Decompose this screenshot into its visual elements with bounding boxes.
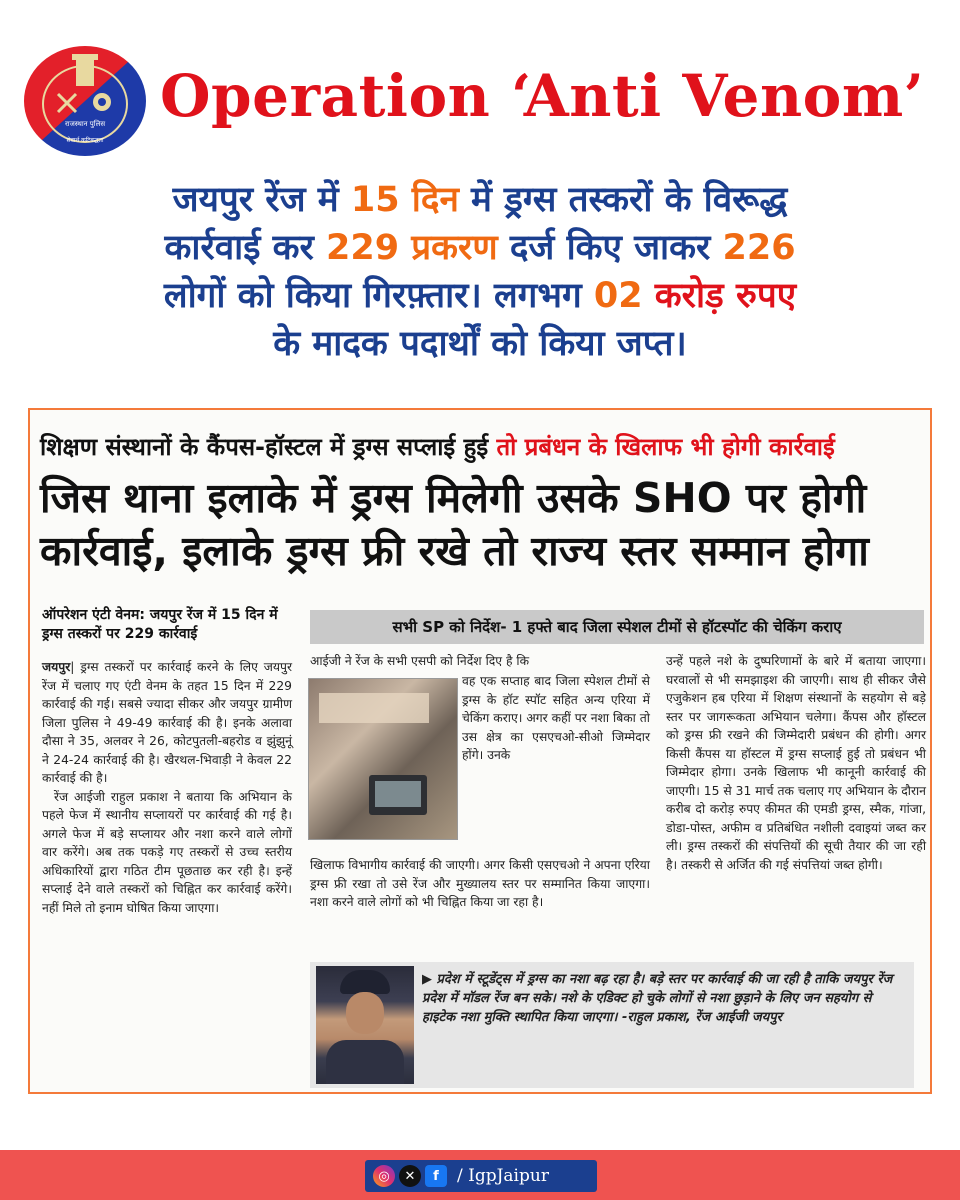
- page-title: Operation ‘Anti Venom’: [160, 62, 925, 130]
- clipping-headline: जिस थाना इलाके में ड्रग्स मिलेगी उसके SHO पर होगी कार्रवाई, इलाके ड्रग्स फ्री रखे तो राज्य स्तर सम्मान होगा: [40, 474, 869, 575]
- social-handle[interactable]: / IgpJaipur: [457, 1166, 549, 1186]
- instagram-icon[interactable]: ◎: [373, 1165, 395, 1187]
- social-handle-badge[interactable]: [365, 1160, 597, 1192]
- article-column-2-side: वह एक सप्ताह बाद जिला स्पेशल टीमों से ड्रग्स के हॉट स्पॉट सहित अन्य एरिया में चेकिंग कराए। अगर कहीं पर नशा बिका तो उस क्षेत्र का एसएचओ-सीओ जिम्मेदार होंगे। उनके: [462, 674, 650, 762]
- facebook-icon[interactable]: f: [425, 1165, 447, 1187]
- article-column-2-bottom: खिलाफ विभागीय कार्रवाई की जाएगी। अगर किसी एसएचओ ने अपना एरिया ड्रग्स फ्री रखा तो उसे रेंज और मुख्यालय स्तर पर सम्मानित किया जाएगा। नशा करने वाले लोगों को भी चिह्नित किया जा रहा है।: [310, 858, 650, 909]
- ig-quote: ▶ प्रदेश में स्टूडेंट्स में ड्रग्स का नशा बढ़ रहा है। बड़े स्तर पर कार्रवाई की जा रही है ताकि जयपुर रेंज प्रदेश में मॉडल रेंज बन सके। नशे के एडिक्ट हो चुके लोगों से नशा छुड़ाने के लिए जन सहयोग से हाइटेक नशा मुक्ति स्थापित किया जाएगा। -राहुल प्रकाश, रेंज आईजी जयपुर: [422, 972, 893, 1025]
- highlight-cases: 229 प्रकरण: [325, 228, 498, 268]
- ig-portrait-photo: [316, 966, 414, 1084]
- quote-box: [310, 962, 914, 1088]
- dateline: जयपुर: [42, 660, 71, 674]
- clipping-subheading-left: ऑपरेशन एंटी वेनम: जयपुर रेंज में 15 दिन में ड्रग्स तस्करों पर 229 कार्रवाई: [42, 607, 278, 642]
- summary-line-3: लोगों को किया गिरफ़्तार। लगभग 02 करोड़ रुपए: [163, 276, 797, 316]
- clipping-subheading-right: सभी SP को निर्देश- 1 हफ्ते बाद जिला स्पेशल टीमों से हॉटस्पॉट की चेकिंग कराए: [310, 610, 924, 644]
- clipping-kicker: शिक्षण संस्थानों के कैंपस-हॉस्टल में ड्रग्स सप्लाई हुई तो प्रबंधन के खिलाफ भी होगी कार्रवाई: [40, 433, 835, 461]
- highlight-amount: 02: [593, 276, 643, 316]
- highlight-crore: करोड़ रुपए: [654, 276, 797, 316]
- rajasthan-police-logo: [20, 42, 150, 160]
- summary-line-4: के मादक पदार्थों को किया जप्त।: [273, 324, 687, 364]
- seized-drugs-photo: [308, 678, 458, 840]
- x-icon[interactable]: ✕: [399, 1165, 421, 1187]
- highlight-arrests: 226: [722, 228, 796, 268]
- logo-text-top: राजस्थान पुलिस: [64, 120, 106, 128]
- logo-text-bottom: सेवार्थ कटिबद्धता: [66, 137, 104, 144]
- article-column-3: उन्हें पहले नशे के दुष्परिणामों के बारे में बताया जाएगा। घरवालों से भी समझाइश की जाएगी। साथ ही सीकर जैसे एजुकेशन हब एरिया में शिक्षण संस्थानों के सहयोग से बड़े स्तर पर जागरूकता अभियान चलेगा। कैंपस और हॉस्टल को ड्रग्स फ्री रखने की जिम्मेदारी प्रबंधन की होगी। अगर किसी कैंपस या हॉस्टल में ड्रग्स सप्लाई हुई तो प्रबंधन भी जिम्मेदार होगा। उनके खिलाफ भी कानूनी कार्रवाई की जाएगी। 15 से 31 मार्च तक चलाए गए अभियान के दौरान करीब दो करोड़ रुपए कीमत की एमडी ड्रग्स, स्मैक, गांजा, डोडा-पोस्त, अफीम व प्रतिबंधित नशीली दवाइयां जब्त कर ली। ड्रग्स तस्करों की संपत्तियों की सूची तैयार की जा रही है। तस्करी से अर्जित की गई संपत्तियां जब्त होगी।: [666, 654, 926, 872]
- newspaper-clipping: [28, 408, 932, 1094]
- highlight-days: 15 दिन: [350, 180, 459, 220]
- summary-text: [30, 176, 930, 368]
- summary-line-2: कार्रवाई कर 229 प्रकरण दर्ज किए जाकर 226: [164, 228, 796, 268]
- article-column-1: जयपुर| ड्रग्स तस्करों पर कार्रवाई करने के लिए जयपुर रेंज में चलाए गए एंटी वेनम के तहत 15 दिन में 229 कार्रवाई की गई। सबसे ज्यादा सीकर और जयपुर ग्रामीण जिला पुलिस ने 49-49 कार्रवाई की है। इनके अलावा दौसा ने 35, अलवर ने 26, कोटपुतली-बहरोड व झुंझुनूं ने 24-24 कार्रवाई की है। खैरथल-भिवाड़ी ने केवल 22 कार्रवाई की है। रेंज आईजी राहुल प्रकाश ने बताया कि अभियान के पहले फेज में स्थानीय सप्लायरों पर कार्रवाई की गई है। अगले फेज में बड़े सप्लायर और नशा करने वाले लोगों वार करेंगे। अब तक पकड़े गए तस्करों से उच्च स्तरीय अधिकारियों द्वारा गठित टीम पूछताछ कर रही है। इन्हें सप्लाई देने वाले तस्करों को चिह्नित कर कार्रवाई करेंगे। नहीं मिले तो इनाम घोषित किया जाएगा।: [42, 660, 292, 915]
- article-column-2-top: आईजी ने रेंज के सभी एसपी को निर्देश दिए है कि: [310, 654, 530, 668]
- summary-line-1: जयपुर रेंज में 15 दिन में ड्रग्स तस्करों के विरूद्ध: [172, 180, 788, 220]
